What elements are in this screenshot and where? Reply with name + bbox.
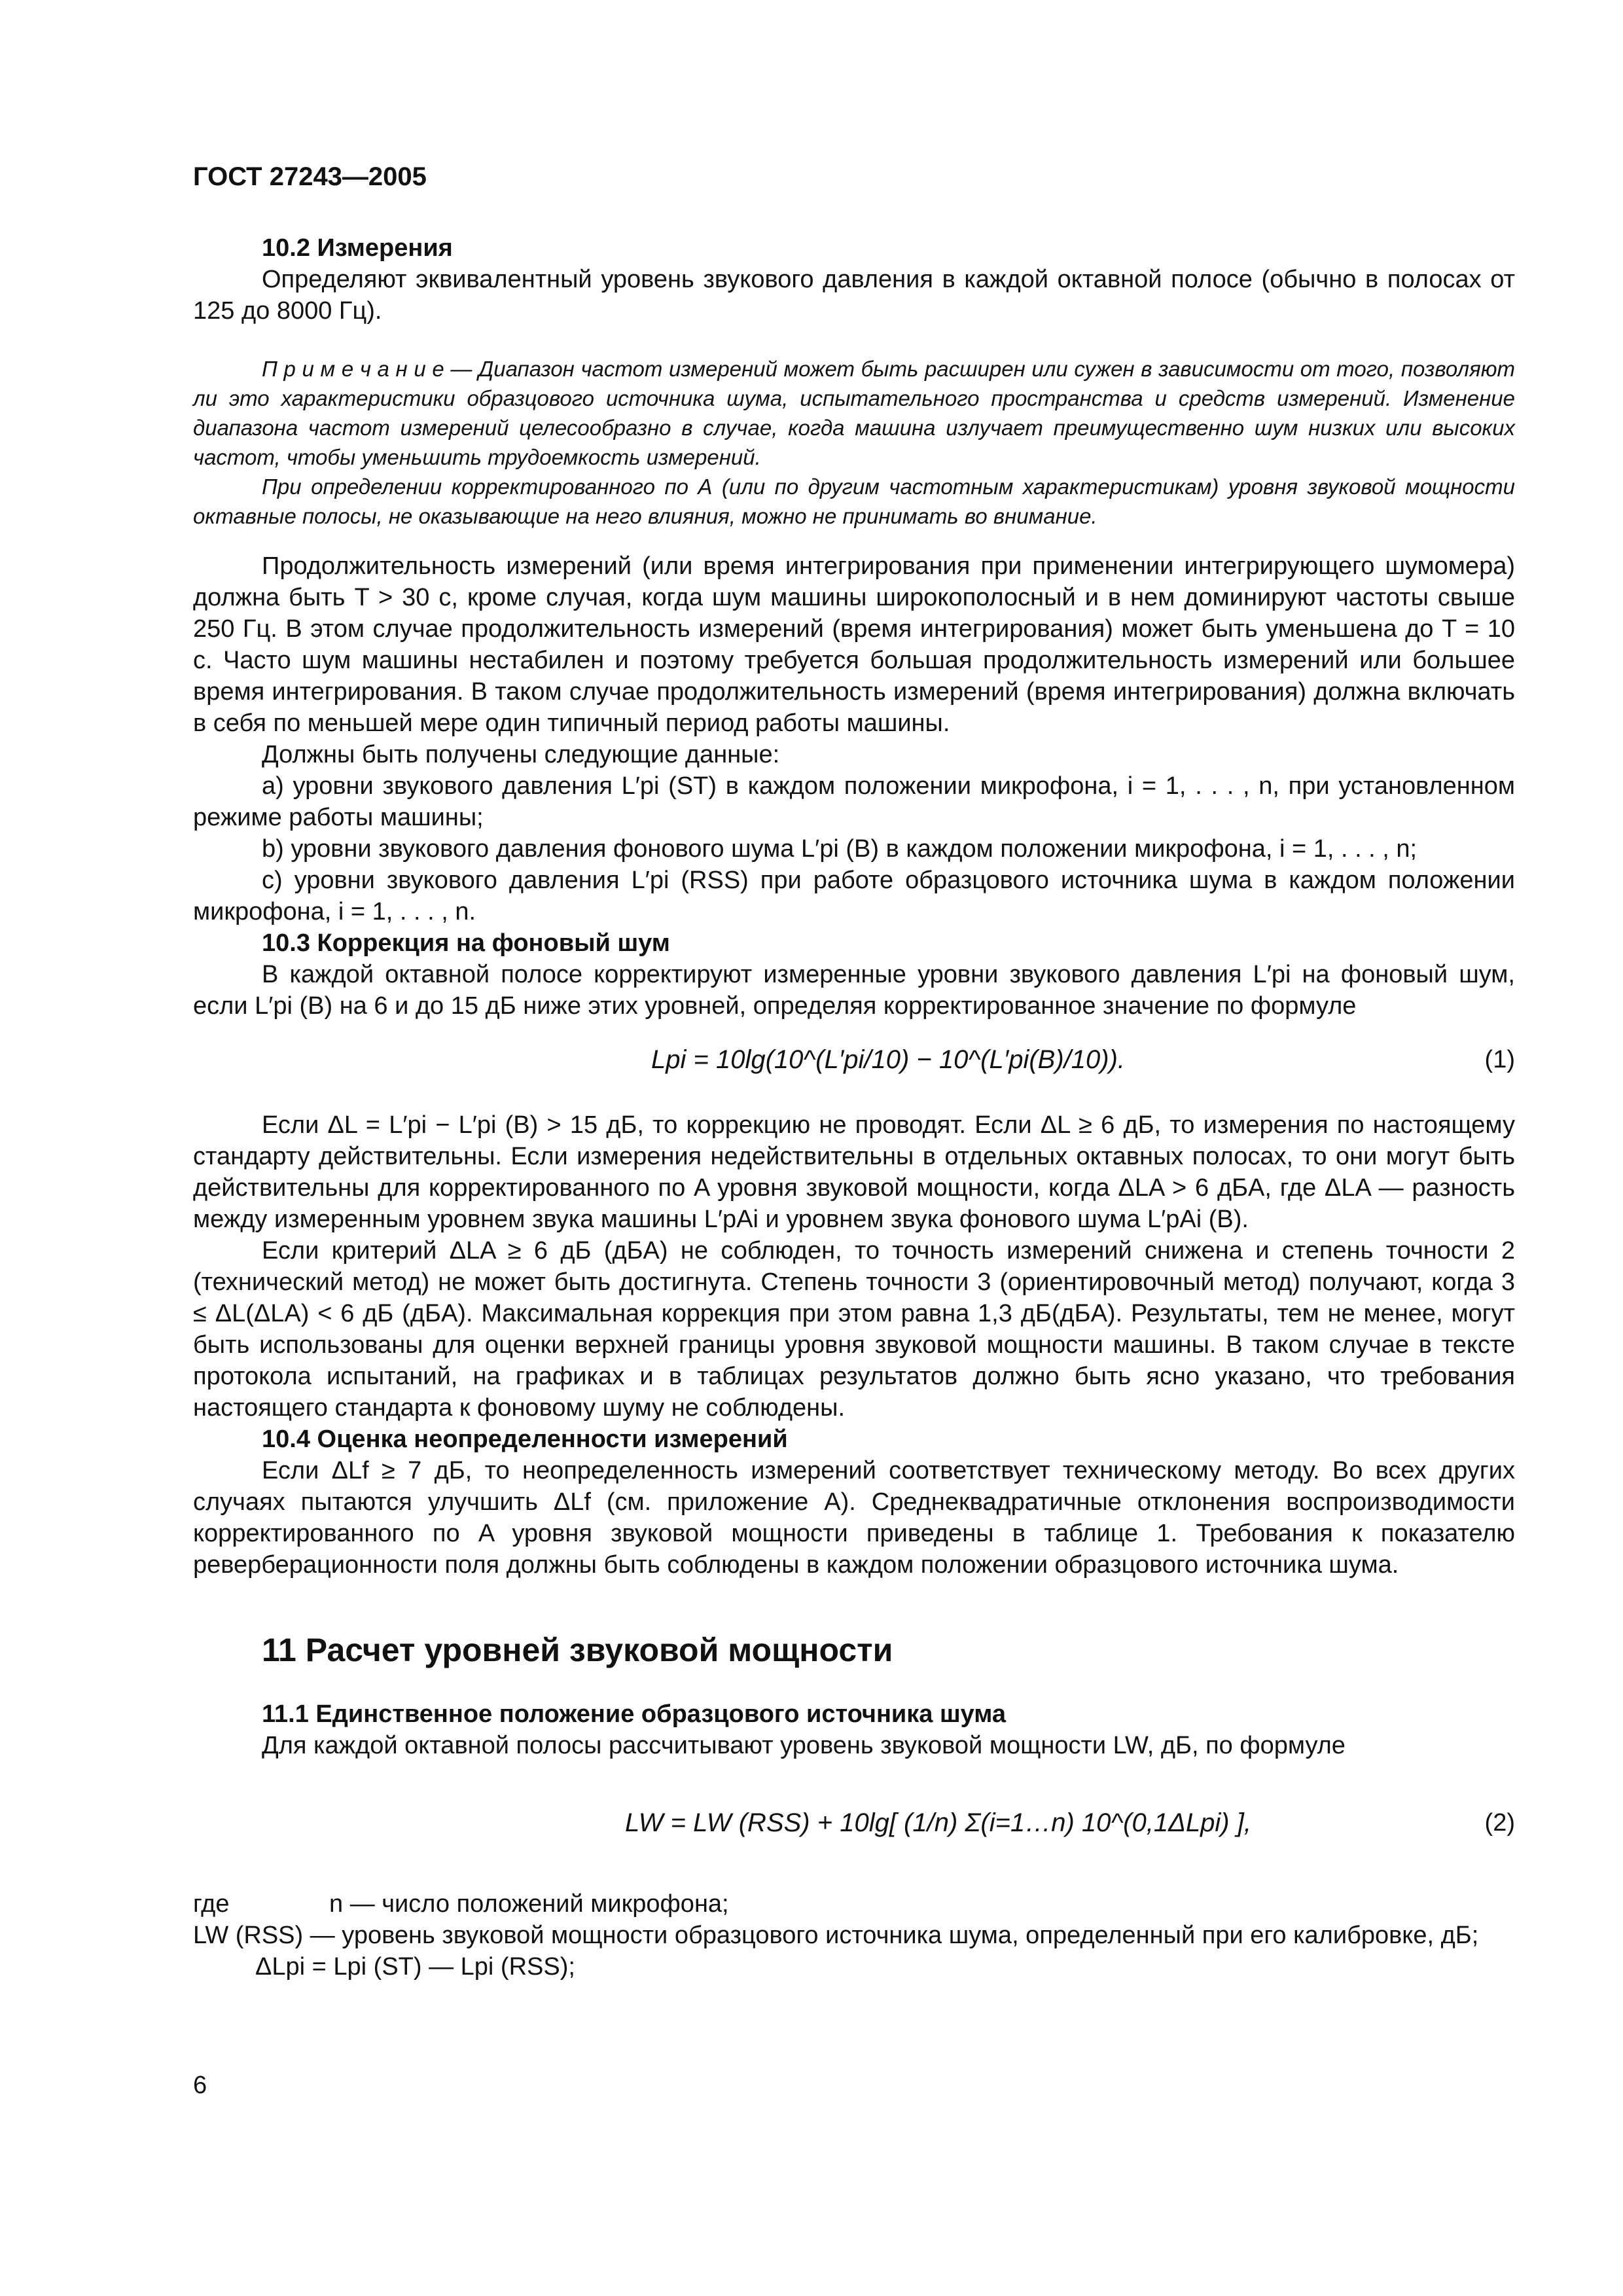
paragraph: Для каждой октавной полосы рассчитывают уровень звуковой мощности LW, дБ, по формуле bbox=[262, 1732, 1346, 1759]
list-item: c) уровни звукового давления L′pi (RSS) при работе образцового источника шума в каждом положении микрофона, i = 1, . . . , n. bbox=[193, 867, 1515, 925]
formula-2 bbox=[193, 1774, 1515, 1873]
document-page bbox=[193, 0, 1515, 2296]
where-definition-dl: ΔLpi = Lpi (ST) — Lpi (RSS); bbox=[255, 1953, 575, 1981]
section-11-title: 11 Расчет уровней звуковой мощности bbox=[262, 1632, 893, 1668]
paragraph: Если критерий ΔLA ≥ 6 дБ (дБA) не соблюден, то точность измерений снижена и степень точности 2 (технический метод) не может быть достигнута. Степень точности 3 (ориентировочный метод) получают, когда 3 ≤ ΔL(ΔLA) < 6 дБ (дБA). Максимальная коррекция при этом равна 1,3 дБ(дБA). Результаты, тем не менее, могут быть использованы для оценки верхней границы уровня звуковой мощности машины. В таком случае в тексте протокола испытаний, на графиках и в таблицах результатов должно быть ясно указано, что требования настоящего стандарта к фоновому шуму не соблюдены. bbox=[193, 1237, 1515, 1422]
paragraph: Определяют эквивалентный уровень звукового давления в каждой октавной полосе (обычно в полосах от 125 до 8000 Гц). bbox=[193, 266, 1515, 325]
section-10-2-title: 10.2 Измерения bbox=[262, 234, 453, 262]
where-definition-n: n — число положений микрофона; bbox=[329, 1890, 729, 1918]
formula-2-number: (2) bbox=[1484, 1809, 1515, 1837]
document-body bbox=[193, 232, 1515, 1982]
section-11-1-title: 11.1 Единственное положение образцового источника шума bbox=[262, 1700, 1007, 1728]
page-number: 6 bbox=[193, 2072, 207, 2099]
where-word: где bbox=[193, 1890, 230, 1918]
paragraph: Должны быть получены следующие данные: bbox=[262, 741, 780, 768]
section-10-3-title: 10.3 Коррекция на фоновый шум bbox=[262, 929, 670, 957]
formula-1-expression: Lpi = 10lg(10^(L′pi/10) − 10^(L′pi(B)/10)). bbox=[651, 1045, 1126, 1074]
list-item: a) уровни звукового давления L′pi (ST) в каждом положении микрофона, i = 1, . . . , n, при установленном режиме работы машины; bbox=[193, 772, 1515, 831]
formula-2-expression: LW = LW (RSS) + 10lg[ (1/n) Σ(i=1…n) 10^(0,1ΔLpi) ], bbox=[625, 1808, 1251, 1837]
note: П р и м е ч а н и е — Диапазон частот измерений может быть расширен или сужен в зависимости от того, позволяют ли это характеристики образцового источника шума, испытательного пространства и средств измерений. Изменение диапазона частот измерений целесообразно в случае, когда машина излучает преимущественно шум низких или высоких частот, чтобы уменьшить трудоемкость измерений. bbox=[193, 357, 1515, 469]
paragraph: Если ΔLf ≥ 7 дБ, то неопределенность измерений соответствует техническому методу. Во всех других случаях пытаются улучшить ΔLf (см. приложение A). Среднеквадратичные отклонения воспроизводимости корректированного по A уровня звуковой мощности приведены в таблице 1. Требования к показателю реверберационности поля должны быть соблюдены в каждом положении образцового источника шума. bbox=[193, 1457, 1515, 1579]
section-10-4-title: 10.4 Оценка неопределенности измерений bbox=[262, 1426, 788, 1453]
formula-1 bbox=[193, 1035, 1515, 1094]
document-header: ГОСТ 27243—2005 bbox=[193, 162, 427, 191]
paragraph: Продолжительность измерений (или время интегрирования при применении интегрирующего шумомера) должна быть T > 30 с, кроме случая, когда шум машины широкополосный и в нем доминируют частоты свыше 250 Гц. В этом случае продолжительность измерений (время интегрирования) может быть уменьшена до T = 10 с. Часто шум машины нестабилен и поэтому требуется большая продолжительность измерений или большее время интегрирования. В таком случае продолжительность измерений (время интегрирования) должна включать в себя по меньшей мере один типичный период работы машины. bbox=[193, 552, 1515, 737]
note: При определении корректированного по А (или по другим частотным характеристикам) уровня звуковой мощности октавные полосы, не оказывающие на него влияния, можно не принимать во внимание. bbox=[193, 475, 1515, 528]
where-line bbox=[193, 1888, 1515, 1920]
formula-1-number: (1) bbox=[1484, 1046, 1515, 1073]
list-item: b) уровни звукового давления фонового шума L′pi (B) в каждом положении микрофона, i = 1, . . . , n; bbox=[262, 835, 1418, 863]
paragraph: В каждой октавной полосе корректируют измеренные уровни звукового давления L′pi на фоновый шум, если L′pi (B) на 6 и до 15 дБ ниже этих уровней, определяя корректированное значение по формуле bbox=[193, 961, 1515, 1020]
where-definition-lw: LW (RSS) — уровень звуковой мощности образцового источника шума, определенный при его калибровке, дБ; bbox=[193, 1922, 1479, 1949]
paragraph: Если ΔL = L′pi − L′pi (B) > 15 дБ, то коррекцию не проводят. Если ΔL ≥ 6 дБ, то измерения по настоящему стандарту действительны. Если измерения недействительны в отдельных октавных полосах, то они могут быть действительны для корректированного по A уровня звуковой мощности, когда ΔLA > 6 дБA, где ΔLA — разность между измеренным уровнем звука машины L′pAi и уровнем звука фонового шума L′pAi (B). bbox=[193, 1111, 1515, 1233]
